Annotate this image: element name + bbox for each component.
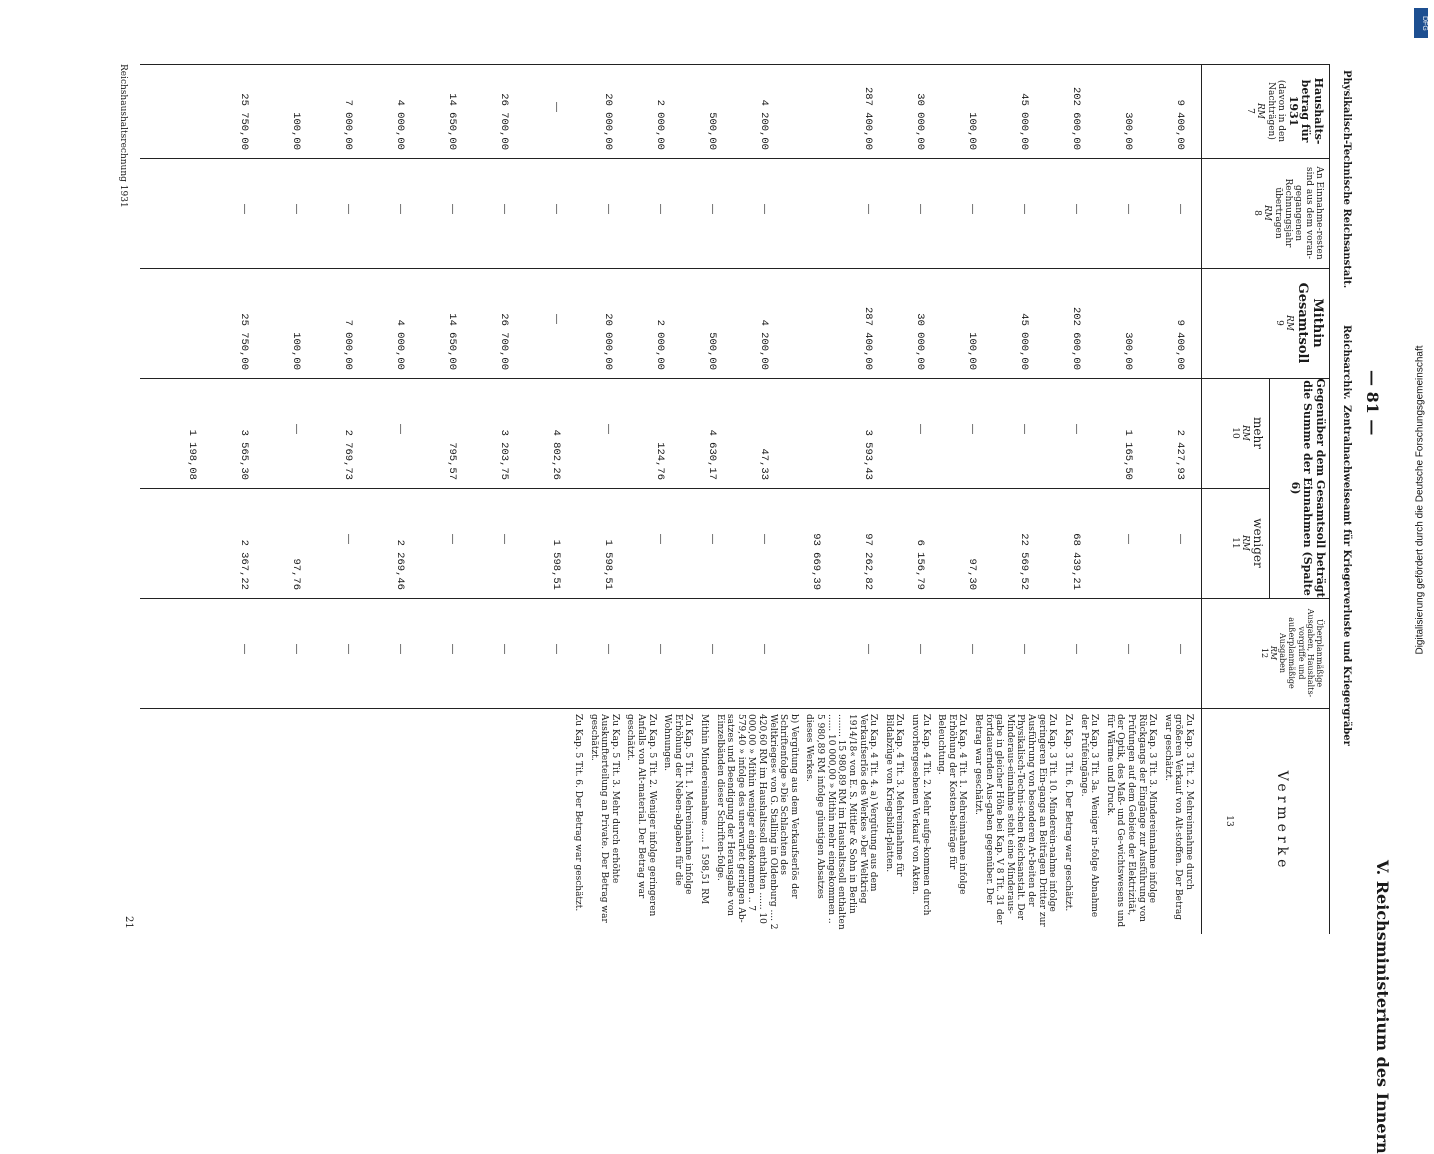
col11-header	[1230, 488, 1264, 598]
col12-label: Überplanmäßige Ausgaben, Haushalts-vorgriffe und außerplanmäßige Ausgaben	[1278, 608, 1324, 698]
cell-c7: 287 400,00	[862, 86, 874, 150]
col7-no: 7	[1245, 108, 1256, 114]
cell-c11: 2 367,22	[238, 539, 250, 590]
table-row	[878, 64, 930, 708]
cell-c9: 7 000,00	[342, 319, 354, 370]
title-right: Zentralnachweiseamt für Kriegerverluste und Kriegergräber	[1341, 405, 1352, 746]
col9-no: 9	[1273, 320, 1284, 326]
cell-c11: —	[343, 534, 354, 544]
cell-c12: —	[1175, 644, 1186, 654]
col12-no: 12	[1259, 647, 1269, 659]
col11-no: 11	[1229, 537, 1240, 549]
cell-c11: 97,76	[290, 558, 302, 590]
cell-c9: 9 400,00	[1174, 319, 1186, 370]
table-row	[774, 64, 826, 708]
cell-c11: 93 669,39	[810, 533, 822, 590]
cell-c10: —	[967, 424, 978, 434]
cell-c7: 100,00	[966, 112, 978, 150]
cell-c11: —	[447, 534, 458, 544]
cell-c12: —	[655, 644, 666, 654]
cell-c7: 4 200,00	[758, 99, 770, 150]
funding-note: Digitalisierung gefördert durch die Deutsche Forschungsgemeinschaft	[1414, 345, 1426, 655]
col10-no: 10	[1229, 427, 1240, 439]
table-row	[1034, 64, 1086, 708]
cell-c8: —	[707, 204, 718, 214]
cell-c8: —	[655, 204, 666, 214]
cell-c7: 25 750,00	[238, 93, 250, 150]
remark-entry: Zu Kap. 3 Tit. 3a. Weniger in-folge Abnahme der Prüfeingänge.	[1078, 714, 1100, 918]
remark-entry: Zu Kap. 3 Tit. 10. Minderein-nahme infolge geringeren Ein-gangs an Beiträgen Dritter zur Ausführung von besonderen Ar-beiten der Physikalisch-Techni-schen Reichsanstalt. Der Minderaus-einnahme steht eine Minderaus-gabe in gleicher Höhe bei Kap. V 8 Tit. 31 der fortdauernden Aus-gaben gegenüber. Der Betrag war geschätzt.	[973, 714, 1058, 927]
ledger-rows	[150, 64, 1190, 708]
cell-c10: —	[915, 424, 926, 434]
remark-entry: Zu Kap. 3 Tit. 6. Der Betrag war geschätzt.	[1062, 714, 1073, 912]
cell-c8: —	[759, 204, 770, 214]
cell-c9: —	[551, 314, 562, 324]
cell-c10: 124,76	[654, 442, 666, 480]
remark-entry: Zu Kap. 4 Tit. 2. Mehr aufge-kommen durch unvorhergesehenen Verkauf von Akten.	[909, 714, 931, 916]
cell-c9: 300,00	[1122, 332, 1134, 370]
header-bottom-rule	[1201, 64, 1202, 934]
remark-entry: Zu Kap. 5 Tit. 2. Weniger infolge geringeren Anfalls von Alt-material. Der Betrag war geschätzt.	[625, 714, 657, 917]
col8-no: 8	[1251, 210, 1262, 216]
cell-c9: 4 200,00	[758, 319, 770, 370]
cell-c12: —	[1123, 644, 1134, 654]
title-middle: Reichsarchiv.	[1341, 325, 1352, 400]
remark-entry: Zu Kap. 3 Tit. 2. Mehreinnahme durch größeren Verkauf von Alt-stoffen. Der Betrag war geschätzt.	[1162, 714, 1194, 920]
cell-c11: 2 269,46	[394, 539, 406, 590]
cell-c7: 9 400,00	[1174, 99, 1186, 150]
dfg-logo: DFG	[1414, 8, 1428, 38]
cell-c12: —	[707, 644, 718, 654]
cell-c7: 45 000,00	[1018, 93, 1030, 150]
cell-c11: 1 598,51	[602, 539, 614, 590]
col12-unit: RM	[1269, 645, 1279, 661]
cell-c9: 2 000,00	[654, 319, 666, 370]
cell-c8: —	[1123, 204, 1134, 214]
col13-no: 13	[1223, 815, 1234, 827]
col8-header	[1252, 158, 1324, 268]
remark-entry: Zu Kap. 5 Tit. 3. Mehr durch erhöhte Auskunfterteilung an Private. Der Betrag war geschätzt.	[588, 714, 620, 923]
cell-c11: 97,30	[966, 558, 978, 590]
cell-c12: —	[447, 644, 458, 654]
table-row	[1138, 64, 1190, 708]
cell-c9: 100,00	[290, 332, 302, 370]
table-row	[982, 64, 1034, 708]
cell-c11: —	[655, 534, 666, 544]
cell-c11: —	[759, 534, 770, 544]
cell-c10: 3 593,43	[862, 429, 874, 480]
cell-c11: 22 569,52	[1018, 533, 1030, 590]
cell-c9: 25 750,00	[238, 313, 250, 370]
remark-entry: Zu Kap. 5 Tit. 6. Der Betrag war geschätzt.	[572, 714, 583, 912]
cell-c8: —	[603, 204, 614, 214]
table-row	[1086, 64, 1138, 708]
table-row	[150, 64, 202, 708]
remark-entry: Zu Kap. 4 Tit. 3. Mehreinnahme für Bildabzüge von Kriegsbild-platten.	[883, 714, 905, 877]
remark-entry: Zu Kap. 4 Tit. 4. a) Vergütung aus dem Verkaufserlös des Werkes »Der Weltkrieg 1914/18« von E. S. Mittler & Sohn in Berlin ........ 15 980,89 RM im Haushaltssoll enthalten ...... 10 000,00 » Mithin mehr eingekommen .. 5 980,89 RM infolge günstigen Absatzes dieses Werkes.	[804, 714, 879, 930]
cell-c7: 7 000,00	[342, 99, 354, 150]
table-row	[202, 64, 254, 708]
cell-c10: 3 203,75	[498, 429, 510, 480]
remark-entry: Zu Kap. 4 Tit. 1. Mehreinnahme infolge Erhöhung der Kosten-beiträge für Beleuchtung.	[936, 714, 968, 895]
col8-unit: RM	[1262, 205, 1273, 221]
cell-c11: 97 262,82	[862, 533, 874, 590]
cell-c12: —	[291, 644, 302, 654]
col7-header	[1245, 64, 1324, 158]
col9-header	[1273, 268, 1324, 378]
page-number: — 81 —	[1363, 370, 1382, 436]
col-rule	[140, 708, 1330, 709]
footer-page: 21	[123, 916, 134, 929]
title-left: Physikalisch-Technische Reichsanstalt.	[1341, 70, 1352, 289]
rotated-ledger-page	[100, 40, 1392, 1154]
cell-c12: —	[1019, 644, 1030, 654]
cell-c9: 30 000,00	[914, 313, 926, 370]
table-row	[462, 64, 514, 708]
cell-c9: 14 650,00	[446, 313, 458, 370]
cell-c10: —	[1071, 424, 1082, 434]
col11-label: weniger	[1251, 518, 1265, 568]
cell-c7: 14 650,00	[446, 93, 458, 150]
table-row	[618, 64, 670, 708]
cell-c10: —	[1019, 424, 1030, 434]
cell-c7: 20 000,00	[602, 93, 614, 150]
remark-entry: b) Vergütung aus dem Verkaufserlös der Schriftenfolge »Die Schlachten des Weltkrieges« von G. Stalling in Oldenburg .... 2 420,60 RM im Haushaltssoll enthalten ...... 10 000,00 » Mithin weniger eingekommen .. 7 579,40 » infolge des unerwartet geringen Ab-satzes und Beendigung der Herausgabe von Einzelbänden dieser Schriften-folge.	[714, 714, 799, 930]
cell-c10: —	[395, 424, 406, 434]
table-row	[306, 64, 358, 708]
cell-c12: —	[967, 644, 978, 654]
cell-c10: —	[603, 424, 614, 434]
table-top-rule	[1329, 64, 1330, 934]
cell-c12: —	[395, 644, 406, 654]
table-row	[566, 64, 618, 708]
cell-c7: 2 000,00	[654, 99, 666, 150]
cell-c11: 6 156,79	[914, 539, 926, 590]
col9-label: Mithin Gesamtsoll	[1295, 282, 1325, 364]
cell-c7: 30 000,00	[914, 93, 926, 150]
cell-c8: —	[1071, 204, 1082, 214]
cell-c10: 3 565,30	[238, 429, 250, 480]
table-row	[826, 64, 878, 708]
cell-c12: —	[239, 644, 250, 654]
chapter-title: V. Reichsministerium des Innern	[1373, 860, 1392, 1154]
table-row	[358, 64, 410, 708]
footer-left: Reichshaushaltsrechnung 1931	[118, 64, 128, 208]
remark-entry: Zu Kap. 5 Tit. 1. Mehreinnahme infolge Erhöhung der Neben-abgaben für die Wohnungen.	[662, 714, 694, 895]
cell-c9: 26 700,00	[498, 313, 510, 370]
cell-c12: —	[1071, 644, 1082, 654]
cell-c7: 4 000,00	[394, 99, 406, 150]
cell-c12: —	[551, 644, 562, 654]
cell-c8: —	[1175, 204, 1186, 214]
cell-c10: 795,57	[446, 442, 458, 480]
table-row	[722, 64, 774, 708]
cell-c7: 100,00	[290, 112, 302, 150]
remarks-column	[134, 714, 1194, 930]
cell-c8: —	[915, 204, 926, 214]
cell-c7: 300,00	[1122, 112, 1134, 150]
col13-label: Vermerke	[1274, 770, 1290, 872]
cell-c10: 1 198,08	[186, 429, 198, 480]
cell-c10: —	[291, 424, 302, 434]
cell-c10: 47,33	[758, 448, 770, 480]
cell-c9: 20 000,00	[602, 313, 614, 370]
cell-c12: —	[343, 644, 354, 654]
cell-c7: 26 700,00	[498, 93, 510, 150]
cell-c11: 1 598,51	[550, 539, 562, 590]
group-header: Gegenüber dem Gesamtsoll beträgt die Summe der Einnahmen (Spalte 6)	[1288, 378, 1327, 598]
cell-c11: —	[1123, 534, 1134, 544]
col10-header	[1230, 378, 1264, 488]
cell-c9: 500,00	[706, 332, 718, 370]
cell-c10: 2 427,93	[1174, 429, 1186, 480]
table-row	[514, 64, 566, 708]
col9-unit: RM	[1284, 315, 1295, 331]
cell-c7: —	[551, 102, 562, 112]
cell-c10: 2 769,73	[342, 429, 354, 480]
cell-c10: 4 630,17	[706, 429, 718, 480]
cell-c11: —	[1175, 534, 1186, 544]
col8-label: An Einnahme-resten sind aus dem voran-gegangenen Rechnungsjahr übertragen	[1272, 166, 1324, 260]
table-row	[254, 64, 306, 708]
cell-c7: 500,00	[706, 112, 718, 150]
col7-unit: RM	[1255, 103, 1266, 119]
cell-c9: 45 000,00	[1018, 313, 1030, 370]
cell-c8: —	[1019, 204, 1030, 214]
cell-c10: 4 802,26	[550, 429, 562, 480]
table-row	[670, 64, 722, 708]
cell-c8: —	[395, 204, 406, 214]
col10-unit: RM	[1240, 425, 1251, 441]
cell-c10: 1 165,50	[1122, 429, 1134, 480]
col11-unit: RM	[1240, 535, 1251, 551]
cell-c11: —	[499, 534, 510, 544]
table-row	[410, 64, 462, 708]
col10-label: mehr	[1251, 417, 1265, 449]
cell-c12: —	[499, 644, 510, 654]
cell-c9: 287 400,00	[862, 306, 874, 370]
cell-c8: —	[863, 204, 874, 214]
cell-c8: —	[291, 204, 302, 214]
cell-c8: —	[239, 204, 250, 214]
remark-entry: Mithin Mindereinnahme ..... 1 598,51 RM	[699, 714, 710, 905]
cell-c12: —	[915, 644, 926, 654]
cell-c8: —	[967, 204, 978, 214]
col12-header	[1260, 598, 1324, 708]
cell-c8: —	[447, 204, 458, 214]
cell-c12: —	[863, 644, 874, 654]
cell-c8: —	[499, 204, 510, 214]
col7-label: Haushalts-betrag für 1931	[1286, 77, 1325, 145]
cell-c12: —	[759, 644, 770, 654]
group-rule	[1269, 378, 1270, 598]
cell-c9: 4 000,00	[394, 319, 406, 370]
col7-sub: (davon in den Nachträgen)	[1265, 79, 1287, 143]
col13-header	[1224, 708, 1290, 934]
cell-c11: —	[707, 534, 718, 544]
cell-c8: —	[551, 204, 562, 214]
cell-c8: —	[343, 204, 354, 214]
cell-c7: 202 600,00	[1070, 86, 1082, 150]
cell-c9: 202 600,00	[1070, 306, 1082, 370]
cell-c11: 68 439,21	[1070, 533, 1082, 590]
cell-c9: 100,00	[966, 332, 978, 370]
remark-entry: Zu Kap. 3 Tit. 3. Mindereinnahme infolge Rückgangs der Eingänge zur Ausführung von Prüfungen auf dem Gebiete der Elektrizität, der Optik, des Maß- und Ge-wichtswesens und für Wärme und Druck.	[1104, 714, 1158, 928]
table-row	[930, 64, 982, 708]
cell-c12: —	[603, 644, 614, 654]
